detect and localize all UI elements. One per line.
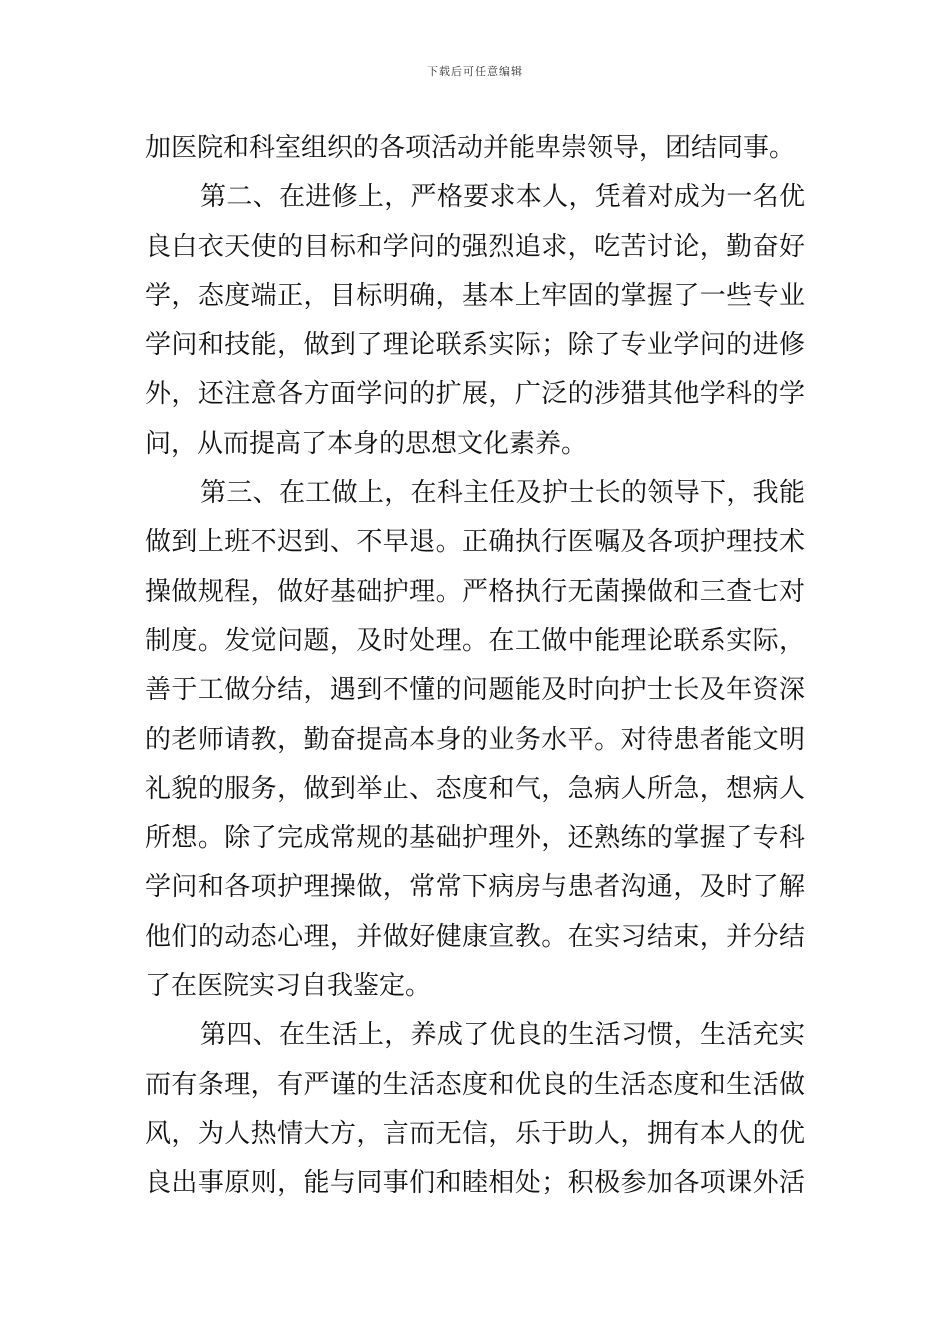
- text-line: 而有条理，有严谨的生活态度和优良的生活态度和生活做: [145, 1069, 805, 1100]
- text-line: 礼貌的服务，做到举止、态度和气，急病人所急，想病人: [145, 773, 805, 804]
- text-line: 第二、在进修上，严格要求本人，凭着对成为一名优: [200, 182, 805, 213]
- text-line: 他们的动态心理，并做好健康宣教。在实习结束，并分结: [145, 921, 805, 952]
- text-line: 良出事原则，能与同事们和睦相处；积极参加各项课外活: [145, 1168, 805, 1199]
- text-line: 的老师请教，勤奋提高本身的业务水平。对待患者能文明: [145, 724, 805, 755]
- document-body: [145, 124, 805, 1209]
- text-line: 第三、在工做上，在科主任及护士长的领导下，我能: [200, 478, 805, 509]
- text-line: 良白衣天使的目标和学问的强烈追求，吃苦讨论，勤奋好: [145, 231, 805, 262]
- page-header: 下载后可任意编辑: [427, 65, 523, 78]
- text-line: 善于工做分结，遇到不懂的问题能及时向护士长及年资深: [145, 675, 805, 706]
- text-line: 了在医院实习自我鉴定。: [145, 971, 432, 1002]
- text-line: 学问和技能，做到了理论联系实际；除了专业学问的进修: [145, 330, 805, 361]
- text-line: 学问和各项护理操做，常常下病房与患者沟通，及时了解: [145, 872, 805, 903]
- text-line: 问，从而提高了本身的思想文化素养。: [145, 428, 588, 459]
- text-line: 学，态度端正，目标明确，基本上牢固的掌握了一些专业: [145, 280, 805, 311]
- text-line: 外，还注意各方面学问的扩展，广泛的涉猎其他学科的学: [145, 379, 805, 410]
- text-line: 加医院和科室组织的各项活动并能卑崇领导，团结同事。: [145, 133, 796, 163]
- text-line: 风，为人热情大方，言而无信，乐于助人，拥有本人的优: [145, 1118, 805, 1149]
- text-line: 所想。除了完成常规的基础护理外，还熟练的掌握了专科: [145, 823, 805, 854]
- text-line: 制度。发觉问题，及时处理。在工做中能理论联系实际，: [145, 625, 805, 656]
- text-line: 操做规程，做好基础护理。严格执行无菌操做和三查七对: [145, 576, 805, 607]
- text-line: 第四、在生活上，养成了优良的生活习惯，生活充实: [200, 1020, 805, 1051]
- text-line: 做到上班不迟到、不早退。正确执行医嘱及各项护理技术: [145, 527, 805, 558]
